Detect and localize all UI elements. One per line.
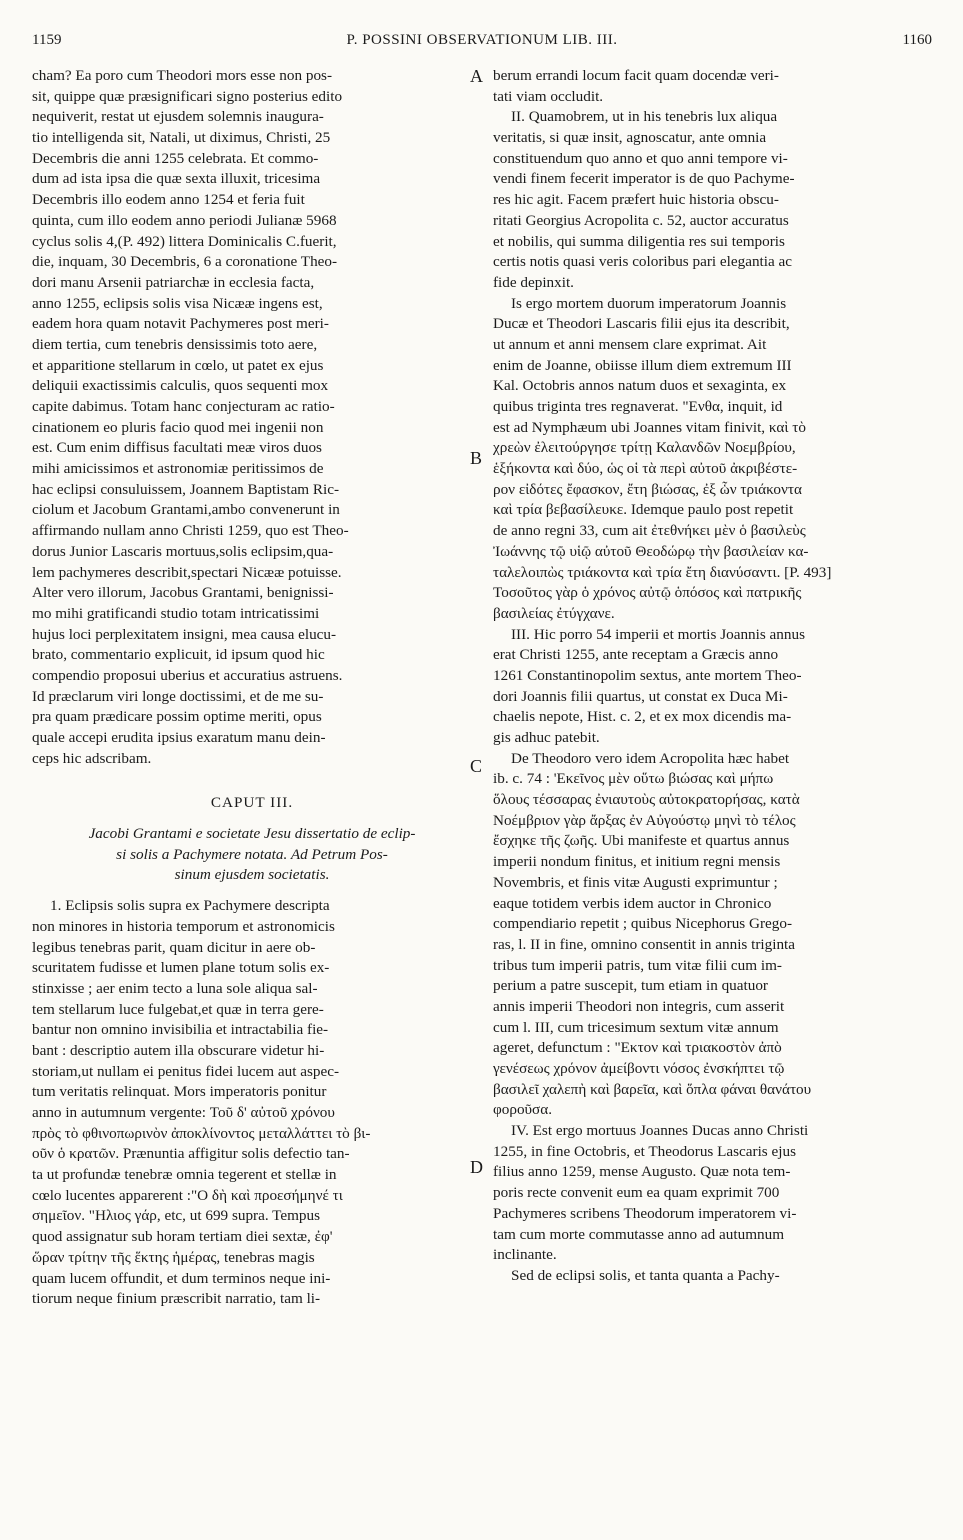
right-column-line: ras, l. II in fine, omnino consentit in annis triginta: [493, 935, 796, 953]
right-column: [493, 66, 933, 1287]
right-column-line: quibus triginta tres regnaverat. "Ενθα, inquit, id: [493, 398, 783, 415]
left-column-line: [32, 814, 472, 824]
right-column-line: ageret, defunctum : "Εκτον καὶ τριακοστὸν ἀπὸ: [493, 1039, 782, 1057]
right-column-line: Novembris, et finis vitæ Augusti exprimuntur ;: [493, 873, 778, 891]
right-column-line: chaelis nepote, Hist. c. 2, et ex mox dicendis ma-: [493, 708, 792, 726]
left-column-line: quinta, cum illo eodem anno periodi Julianæ 5968: [32, 211, 337, 229]
left-column-line: sit, quippe quæ præsignificari signo posterius edito: [32, 87, 343, 105]
left-column-line: cinationem eo pluris facio quod mei ingenii non: [32, 418, 324, 436]
right-column-line: ἑξήκοντα καὶ δύο, ὡς οἱ τὰ περὶ αὐτοῦ ἀκριβέστε-: [493, 460, 798, 478]
left-column-line: et apparitione stellarum in cœlo, ut patet ex ejus: [32, 356, 324, 374]
right-column-line: ritati Georgius Acropolita c. 52, auctor accuratus: [493, 211, 789, 229]
right-column-line: constituendum quo anno et quo anni tempore vi-: [493, 149, 788, 167]
right-column-line: γενέσεως χρόνον ἀμείβοντι νόσος ἐνσκήπτει τῷ: [493, 1060, 785, 1077]
right-column-line: Ducæ et Theodori Lascaris filii ejus ita describit,: [493, 315, 790, 333]
right-column-line: Pachymeres scribens Theodorum imperatorem vi-: [493, 1204, 797, 1222]
right-column-line: IV. Est ergo mortuus Joannes Ducas anno Christi: [511, 1122, 809, 1140]
margin-marker-d: D: [470, 1157, 483, 1177]
left-column-line: bantur non omnino invisibilia et intractabilia fie-: [32, 1021, 329, 1039]
left-column-line: eadem hora quam notavit Pachymeres post meri-: [32, 315, 329, 333]
right-column-line: imperii nondum finitus, et initium regni mensis: [493, 853, 781, 871]
left-column-line: Id præclarum viri longe doctissimi, et de me su-: [32, 687, 324, 705]
right-column-line: est ad Nymphæum ubi Joannes vitam finivit, καὶ τὸ: [493, 418, 806, 436]
left-column-line: dori manu Arsenii patriarchæ in ecclesia facta,: [32, 273, 315, 291]
right-column-line: Sed de eclipsi solis, et tanta quanta a Pachy-: [511, 1266, 780, 1284]
left-column-line: Jacobi Grantami e societate Jesu dissertatio de eclip-: [88, 825, 416, 843]
left-column-line: tem stellarum luce fulgebat,et quæ in terra gere-: [32, 1000, 324, 1018]
left-column-line: mihi amicissimos et astronomiæ peritissimos de: [32, 460, 324, 478]
left-column-line: deliquii exactissimis calculis, quos sequenti mox: [32, 377, 329, 395]
right-column-line: veritatis, si quæ insit, agnoscatur, ante omnia: [493, 129, 767, 147]
right-column-line: filius anno 1259, mense Augusto. Quæ nota tem-: [493, 1163, 791, 1181]
right-column-line: Is ergo mortem duorum imperatorum Joannis: [511, 294, 787, 312]
right-column-line: de anno regni 33, cum ait ἐτεθνήκει μὲν ὁ βασιλεὺς: [493, 522, 806, 540]
left-column-line: tiorum neque finium præscribit narratio, tam li-: [32, 1290, 321, 1308]
left-column-line: tum veritatis relinquat. Mors imperatoris ponitur: [32, 1083, 327, 1101]
right-column-line: annis imperii Theodori non integris, cum asserit: [493, 997, 785, 1015]
right-column-line: καὶ τρία βεβασίλευκε. Idemque paulo post repetit: [493, 501, 794, 519]
left-column-line: cœlo lucentes apparerent :"Ο δὴ καὶ προεσήμηνέ τι: [32, 1186, 343, 1204]
left-column-line: diem tertia, cum tenebris densissimis toto aere,: [32, 335, 318, 353]
right-column-line: perium a patre suscepit, tum etiam in quatuor: [493, 977, 768, 995]
right-column-line: 1261 Constantinopolim sextus, ante mortem Theo-: [493, 666, 802, 684]
left-column-line: capite dabimus. Totam hanc conjecturam ac ratio-: [32, 398, 335, 415]
page-number-left: 1159: [32, 32, 62, 48]
right-column-line: ut annum et anni mensem clare exprimat. Ait: [493, 335, 767, 353]
right-column-line: fide depinxit.: [493, 273, 574, 291]
page-number-right: 1160: [902, 32, 932, 48]
right-column-line: χρεὼν ἐλειτούργησε τρίτῃ Καλανδῶν Νοεμβρίου,: [493, 439, 796, 457]
left-column-line: compendio proposui uberius et accuratius astruens.: [32, 666, 343, 684]
right-column-line: ὅλους τέσσαρας ἐνιαυτοὺς αὐτοκρατορήσας, κατὰ: [493, 791, 800, 809]
left-column-line: dorus Junior Lascaris mortuus,solis eclipsim,qua-: [32, 542, 334, 560]
left-column-line: 1. Eclipsis solis supra ex Pachymere descripta: [50, 897, 330, 915]
right-column-line: βασιλεῖ χαλεπὴ καὶ βαρεῖα, καὶ ὅπλα φάναι θανάτου: [493, 1080, 812, 1098]
running-title: P. POSSINI OBSERVATIONUM LIB. III.: [346, 32, 618, 48]
left-column-line: ὥραν τρίτην τῆς ἕκτης ἡμέρας, tenebras magis: [32, 1248, 315, 1266]
right-column-line: eaque totidem verbis idem auctor in Chronico: [493, 894, 772, 912]
left-column-line: ciolum et Jacobum Grantami,ambo convenerunt in: [32, 501, 340, 519]
right-column-line: certis notis quasi veris coloribus pari elegantia ac: [493, 253, 793, 271]
left-column-line: anno in autumnum vergente: Τοῦ δ' αὐτοῦ χρόνου: [32, 1104, 335, 1121]
left-column-line: brato, commentario explicuit, id ipsum quod hic: [32, 646, 325, 664]
right-column-line: poris recte convenit eum ea quam exprimit 700: [493, 1184, 780, 1202]
right-column-line: βασιλείας ἐτύγχανε.: [493, 604, 615, 622]
left-column-line: stinxisse ; aer enim tecto a luna sole aliqua sal-: [32, 979, 318, 997]
left-column-line: lem pachymeres describit,spectari Nicææ potuisse.: [32, 563, 342, 581]
right-column-line: ἔσχηκε τῆς ζωῆς. Ubi manifeste et quartus annus: [493, 832, 790, 850]
right-column-line: De Theodoro vero idem Acropolita hæc habet: [511, 749, 790, 767]
left-column-line: hac eclipsi consuluissem, Joannem Baptistam Ric-: [32, 480, 340, 498]
right-column-line: erat Christi 1255, ante receptam a Græcis anno: [493, 646, 779, 664]
right-column-line: ρον εἰδότες ἔφασκον, ἔτη βιώσας, ἐξ ὧν τριάκοντα: [493, 480, 802, 498]
left-column-line: nequiverit, restat ut ejusdem solemnis inaugura-: [32, 108, 324, 126]
left-column-line: dum ad ista ipsa die quæ sexta illuxit, tricesima: [32, 170, 321, 188]
right-column-line: berum errandi locum facit quam docendæ veri-: [493, 67, 779, 84]
right-column-line: 1255, in fine Octobris, et Theodorus Lascaris ejus: [493, 1142, 796, 1160]
left-column-line: cyclus solis 4,(P. 492) littera Dominicalis C.fuerit,: [32, 232, 337, 250]
left-column-line: Decembris die anni 1255 celebrata. Et commo-: [32, 149, 319, 167]
right-column-line: res hic agit. Facem præfert huic historia obscu-: [493, 191, 779, 209]
right-column-line: gis adhuc patebit.: [493, 729, 600, 746]
right-column-line: ib. c. 74 : 'Εκεῖνος μὲν οὕτω βιώσας καὶ μήπω: [493, 770, 774, 788]
left-column-line: Decembris illo eodem anno 1254 et feria fuit: [32, 191, 305, 209]
left-column-line: Alter vero illorum, Jacobus Grantami, benignissi-: [32, 584, 334, 602]
right-column-line: Νοέμβριον γὰρ ἄρξας ἐν Αὐγούστῳ μηνὶ τὸ τέλος: [493, 811, 796, 829]
left-column-line: ceps hic adscribam.: [32, 749, 152, 767]
left-column-line: storiam,ut nullam ei penitus fidei lucem aut aspec-: [32, 1062, 340, 1080]
left-column-line: quod assignatur sub horam tertiam diei sextæ, ἐφ': [32, 1228, 333, 1246]
right-column-line: dori Joannis filii quartus, ut constat ex Duca Mi-: [493, 687, 788, 705]
left-column-line: quale accepi erudita ipsius exaratum manu dein-: [32, 729, 326, 746]
left-column-line: [32, 769, 472, 793]
margin-marker-c: C: [470, 756, 483, 776]
running-header: [32, 32, 932, 54]
right-column-line: II. Quamobrem, ut in his tenebris lux aliqua: [511, 108, 778, 126]
left-column-line: die, inquam, 30 Decembris, 6 a coronatione Theo-: [32, 253, 338, 271]
margin-marker-b: B: [470, 448, 483, 468]
left-column-line: affirmando nullam anno Christi 1259, quo est Theo-: [32, 522, 349, 540]
right-column-line: III. Hic porro 54 imperii et mortis Joannis annus: [511, 625, 805, 643]
right-column-line: Ἰωάννης τῷ υἱῷ αὐτοῦ Θεοδώρῳ τὴν βασιλείαν κα-: [493, 542, 809, 560]
left-column: [32, 66, 472, 1310]
left-column-line: scuritatem fudisse et lumen plane totum solis ex-: [32, 959, 330, 977]
left-column-line: hujus loci perplexitatem insigni, mea causa elucu-: [32, 625, 337, 643]
right-column-line: Τοσοῦτος γὰρ ὁ χρόνος αὐτῷ ὁπόσος καὶ πατρικῆς: [493, 584, 802, 602]
right-column-line: enim de Joanne, obiisse illum diem extremum III: [493, 356, 792, 374]
left-column-line: σημεῖον. "Ηλιος γάρ, etc, ut 699 supra. Tempus: [32, 1207, 321, 1225]
left-column-line: sinum ejusdem societatis.: [174, 866, 330, 884]
right-column-line: vendi finem fecerit imperator is de quo Pachyme-: [493, 170, 795, 188]
left-column-line: mo mihi gratificandi studio totam intricatissimi: [32, 604, 320, 622]
left-column-line: si solis a Pachymere notata. Ad Petrum Pos-: [116, 845, 388, 863]
left-column-line: ta ut profundæ tenebræ omnia tegerent et stellæ in: [32, 1166, 337, 1184]
right-column-line: cum l. III, cum tricesimum sextum vitæ annum: [493, 1018, 779, 1036]
right-column-line: tribus tum imperii patris, tum vitæ filii cum im-: [493, 956, 782, 974]
right-column-line: et nobilis, qui summa diligentia res sui temporis: [493, 232, 785, 250]
right-column-line: ταλελοιπὼς τριάκοντα καὶ τρία ἔτη διανύσαντι. [P. 493]: [493, 563, 832, 581]
left-column-line: cham? Ea poro cum Theodori mors esse non pos-: [32, 67, 333, 84]
left-column-line: πρὸς τὸ φθινοπωρινὸν ἀποκλίνοντος μεταλλάττει τὸ βι-: [32, 1124, 371, 1142]
right-column-line: compendiario repetit ; quibus Nicephorus Grego-: [493, 915, 793, 933]
right-column-line: tati viam occludit.: [493, 87, 604, 105]
left-column-line: non minores in historia temporum et astronomicis: [32, 917, 335, 935]
left-column-line: quam lucem offundit, et dum terminos neque ini-: [32, 1269, 331, 1287]
left-column-line: οῦν ὁ κρατῶν. Prænuntia affigitur solis defectio tan-: [32, 1145, 350, 1163]
left-column-line: tio intelligenda sit, Natali, ut diximus, Christi, 25: [32, 129, 331, 147]
right-column-line: tam cum morte commutasse anno ad autumnum: [493, 1225, 785, 1243]
right-column-line: inclinante.: [493, 1246, 557, 1264]
left-column-line: bant : descriptio autem illa obscurare videtur hi-: [32, 1041, 325, 1059]
left-column-line: pra quam prædicare possim optime meriti, opus: [32, 708, 322, 726]
left-column-line: [32, 886, 472, 896]
left-column-line: est. Cum enim diffisus facultati meæ viros duos: [32, 439, 322, 457]
left-column-line: legibus tenebras parit, quam dicitur in aere ob-: [32, 938, 316, 956]
right-column-line: φοροῦσα.: [493, 1101, 552, 1119]
margin-marker-a: A: [470, 66, 483, 86]
left-column-line: anno 1255, eclipsis solis visa Nicææ ingens est,: [32, 294, 323, 312]
right-column-line: Kal. Octobris annos natum duos et sexaginta, ex: [493, 377, 787, 395]
left-column-line: CAPUT III.: [210, 794, 294, 812]
